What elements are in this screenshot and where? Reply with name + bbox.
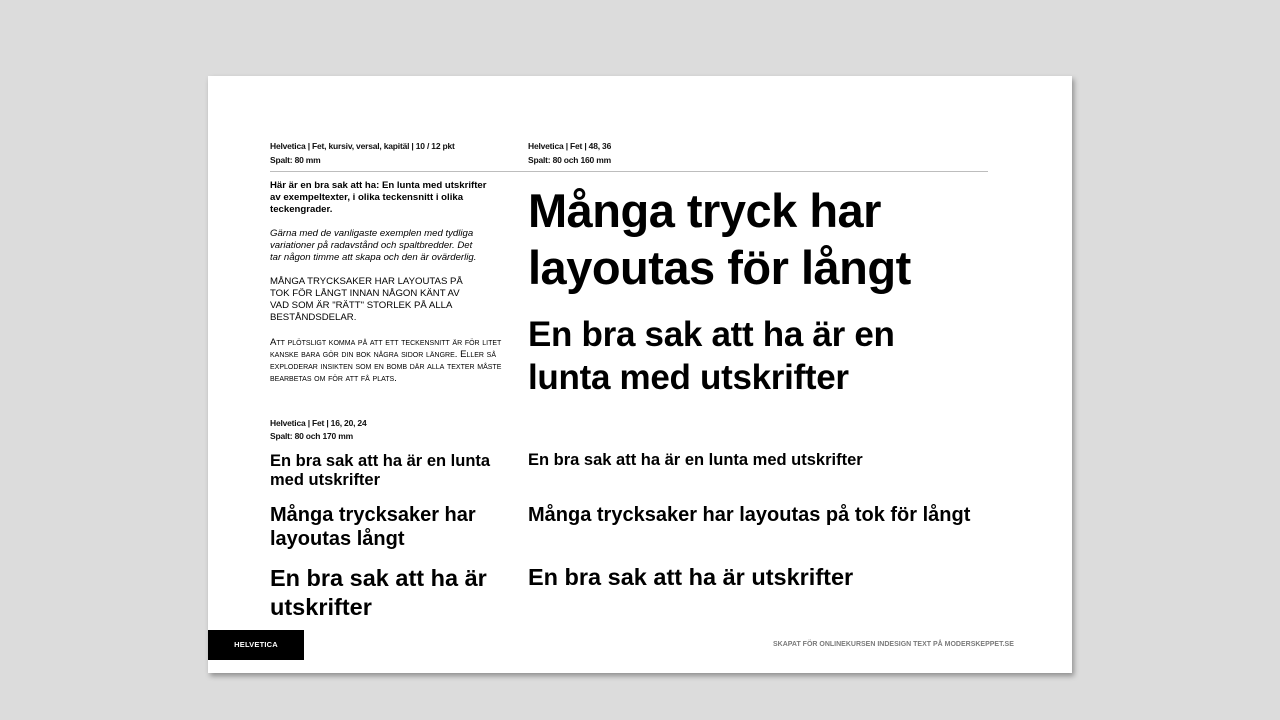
narrow-16pt — [270, 452, 490, 490]
caps-paragraph-line: MÅNGA TRYCKSAKER HAR LAYOUTAS PÅ — [270, 276, 463, 287]
headline-36-line: En bra sak att ha är en — [528, 315, 895, 354]
bold-paragraph-line: av exempeltexter, i olika teckensnitt i olika — [270, 192, 464, 203]
headline-36 — [528, 313, 895, 399]
italic-paragraph-line: tar någon timme att skapa och den är ovärderlig. — [270, 252, 477, 263]
narrow-20pt — [270, 503, 476, 551]
right-spec-line-2: Spalt: 80 och 160 mm — [528, 155, 611, 165]
italic-paragraph — [270, 228, 510, 264]
smallcaps-paragraph-line: bearbetas om för att få plats. — [270, 373, 397, 384]
wide-20pt: Många trycksaker har layoutas på tok för långt — [528, 504, 971, 526]
lower-spec-line-1: Helvetica | Fet | 16, 20, 24 — [270, 418, 367, 428]
headline-48-line: layoutas för långt — [528, 241, 911, 294]
headline-36-line: lunta med utskrifter — [528, 358, 849, 397]
left-spec-line-2: Spalt: 80 mm — [270, 155, 321, 165]
left-spec-line-1: Helvetica | Fet, kursiv, versal, kapitäl | 10 / 12 pkt — [270, 141, 455, 151]
bold-paragraph — [270, 180, 510, 216]
caps-paragraph-line: TOK FÖR LÅNGT INNAN NÅGON KÄNT AV — [270, 288, 460, 299]
smallcaps-paragraph-line: exploderar insikten som en bomb där alla texter måste — [270, 361, 502, 372]
wide-16pt: En bra sak att ha är en lunta med utskrifter — [528, 451, 863, 469]
footer-typeface-label: HELVETICA — [208, 630, 304, 660]
bold-paragraph-line: teckengrader. — [270, 204, 333, 215]
headline-48 — [528, 182, 911, 296]
header-rule — [270, 171, 988, 172]
italic-paragraph-line: variationer på radavstånd och spaltbredder. Det — [270, 240, 473, 251]
narrow-20pt-line: layoutas långt — [270, 528, 405, 550]
narrow-20pt-line: Många trycksaker har — [270, 504, 476, 526]
footer-credit: SKAPAT FÖR ONLINEKURSEN INDESIGN TEXT PÅ MODERSKEPPET.SE — [773, 641, 1014, 648]
caps-paragraph-line: VAD SOM ÄR "RÄTT" STORLEK PÅ ALLA — [270, 300, 453, 311]
specimen-page — [208, 76, 1072, 673]
italic-paragraph-line: Gärna med de vanligaste exemplen med tydliga — [270, 228, 474, 239]
narrow-24pt-line: En bra sak att ha är — [270, 565, 487, 591]
narrow-16pt-line: En bra sak att ha är en lunta — [270, 452, 491, 470]
narrow-24pt — [270, 564, 487, 622]
narrow-16pt-line: med utskrifter — [270, 471, 381, 489]
wide-24pt: En bra sak att ha är utskrifter — [528, 564, 854, 590]
right-spec-line-1: Helvetica | Fet | 48, 36 — [528, 141, 612, 151]
smallcaps-paragraph-line: kanske bara gör din bok några sidor längre. Eller så — [270, 349, 496, 360]
bold-paragraph-line: Här är en bra sak att ha: En lunta med utskrifter — [270, 180, 487, 191]
smallcaps-paragraph — [270, 337, 506, 385]
caps-paragraph-line: BESTÅNDSDELAR. — [270, 312, 357, 323]
narrow-24pt-line: utskrifter — [270, 594, 372, 620]
caps-paragraph — [270, 276, 490, 324]
lower-spec-line-2: Spalt: 80 och 170 mm — [270, 431, 353, 441]
smallcaps-paragraph-line: Att plötsligt komma på att ett teckensnitt är för litet — [270, 337, 502, 348]
headline-48-line: Många tryck har — [528, 184, 881, 237]
